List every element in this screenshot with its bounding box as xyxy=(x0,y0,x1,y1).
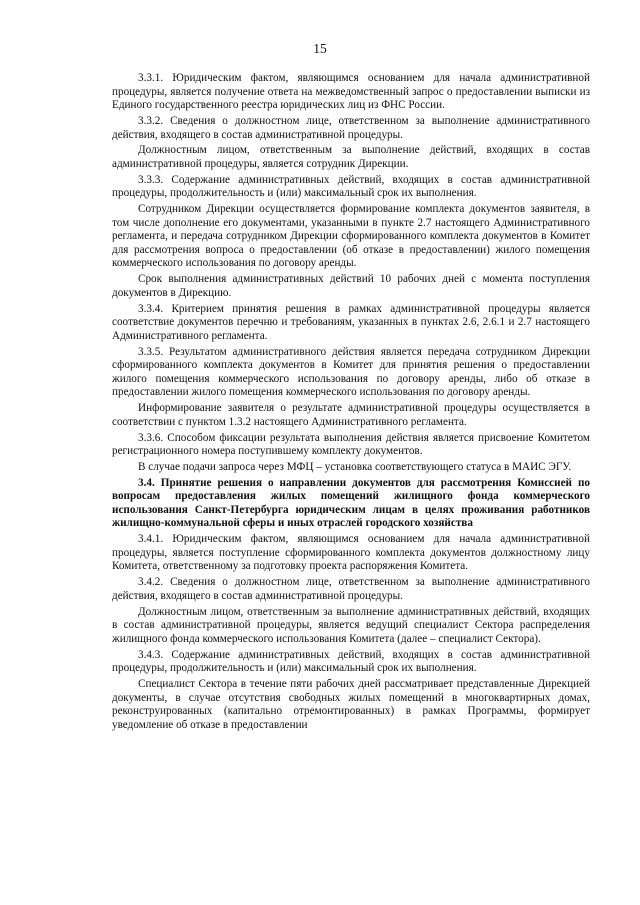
paragraph: 3.3.3. Содержание административных действий, входящих в состав административной процедуры, продолжительность и (или) максимальный срок их выполнения. xyxy=(112,173,590,200)
paragraph: Должностным лицом, ответственным за выполнение административных действий, входящих в состав административной процедуры, является ведущий специалист Сектора распределения жилищного фонда коммерческого использования Комитета (далее – специалист Сектора). xyxy=(112,605,590,645)
paragraph: Должностным лицом, ответственным за выполнение действий, входящих в состав административной процедуры, является сотрудник Дирекции. xyxy=(112,144,590,170)
paragraph: В случае подачи запроса через МФЦ – установка соответствующего статуса в МАИС ЭГУ. xyxy=(138,460,572,473)
paragraph: Срок выполнения административных действий 10 рабочих дней с момента поступления документов в Дирекцию. xyxy=(112,273,590,299)
paragraph: Сотрудником Дирекции осуществляется формирование комплекта документов заявителя, в том числе дополнение его документами, указанными в пункте 2.7 настоящего Административного регламента, и передача сотрудником Дирекции сформированного комплекта документов в Комитет для рассмотрения вопроса о предоставлении (об отказе в предоставлении) жилого помещения коммерческого использования по договору аренды. xyxy=(112,203,590,270)
paragraph: Специалист Сектора в течение пяти рабочих дней рассматривает представленные Дирекцией документы, в случае отсутствия свободных жилых помещений в многоквартирных домах, реконструированных (капитально отремонтированных) в рамках Программы, формирует уведомление об отказе в предоставлении xyxy=(112,677,590,731)
paragraph: 3.3.5. Результатом административного действия является передача сотрудником Дирекции сформированного комплекта документов в Комитет для принятия решения о предоставлении жилого помещения коммерческого использования по договору аренды, либо об отказе в предоставлении жилого помещения коммерческого использования по договору аренды. xyxy=(112,345,590,399)
paragraph: 3.3.6. Способом фиксации результата выполнения действия является присвоение Комитетом регистрационного номера поступившему комплекту документов. xyxy=(112,431,590,458)
paragraph: 3.3.1. Юридическим фактом, являющимся основанием для начала административной процедуры, является получение ответа на межведомственный запрос о предоставлении выписки из Единого государственного реестра юридических лиц из ФНС России. xyxy=(112,72,590,112)
paragraph: Информирование заявителя о результате административной процедуры осуществляется в соответствии с пунктом 1.3.2 настоящего Административного регламента. xyxy=(112,402,590,428)
paragraph: 3.4.2. Сведения о должностном лице, ответственном за выполнение административного действия, входящего в состав административной процедуры. xyxy=(112,576,590,602)
paragraph: 3.4.3. Содержание административных действий, входящих в состав административной процедуры, продолжительность и (или) максимальный срок их выполнения. xyxy=(112,648,590,675)
section-heading: 3.4. Принятие решения о направлении документов для рассмотрения Комиссией по вопросам предоставления жилых помещений жилищного фонда коммерческого использования Санкт-Петербурга юридическим лицам в целях проживания работников жилищно-коммунальной сферы и иных отраслей городского хозяйства xyxy=(112,476,590,530)
page-number: 15 xyxy=(313,41,327,56)
paragraph: 3.3.4. Критерием принятия решения в рамках административной процедуры является соответствие документов перечню и требованиям, указанных в пунктах 2.6, 2.6.1 и 2.7 настоящего Административного регламента. xyxy=(112,302,590,342)
paragraph: 3.4.1. Юридическим фактом, являющимся основанием для начала административной процедуры, является поступление сформированного комплекта документов должностному лицу Комитета, ответственному за подготовку проекта распоряжения Комитета. xyxy=(112,533,590,573)
document-body xyxy=(112,72,590,735)
paragraph: 3.3.2. Сведения о должностном лице, ответственном за выполнение административного действия, входящего в состав административной процедуры. xyxy=(112,114,590,141)
